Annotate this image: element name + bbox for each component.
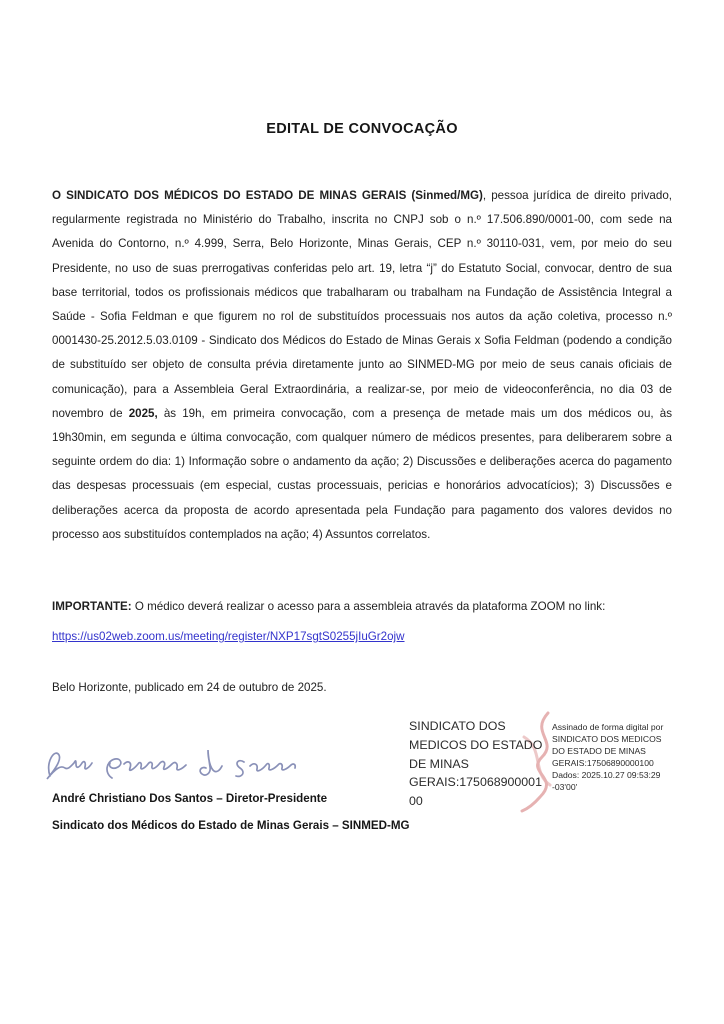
- stamp-subject-text: SINDICATO DOS MEDICOS DO ESTADO DE MINAS GERAIS:175068900001 00: [409, 719, 543, 809]
- signer-org-line: Sindicato dos Médicos do Estado de Minas Gerais – SINMED-MG: [52, 819, 410, 832]
- handwritten-signature: [40, 738, 308, 788]
- signer-name-line: André Christiano Dos Santos – Diretor-Presidente: [52, 792, 328, 805]
- importante-note: IMPORTANTE: O médico deverá realizar o acesso para a assembleia através da plataforma ZOOM no link:: [52, 600, 606, 613]
- document-title: EDITAL DE CONVOCAÇÃO: [266, 121, 458, 137]
- stamp-details-text: Assinado de forma digital por SINDICATO DOS MEDICOS DO ESTADO DE MINAS GERAIS:17506890000100 Dados: 2025.10.27 09:53:29 -03'00': [552, 722, 664, 792]
- body-paragraph: O SINDICATO DOS MÉDICOS DO ESTADO DE MINAS GERAIS (Sinmed/MG), pessoa jurídica de direito privado, regularmente registrada no Ministério do Trabalho, inscrita no CNPJ sob o n.º 17.506.890/0001-00, com sede na Avenida do Contorno, n.º 4.999, Serra, Belo Horizonte, Minas Gerais, CEP n.º 30110-031, vem, por meio do seu Presidente, no uso de suas prerrogativas conferidas pelo art. 19, letra “j” do Estatuto Social, convocar, dentro de sua base territorial, todos os profissionais médicos que trabalharam ou trabalham na Fundação de Assistência Integral a Saúde - Sofia Feldman e que figurem no rol de substituídos processuais nos autos da ação coletiva, processo n.º 0001430-25.2012.5.03.0109 - Sindicato dos Médicos do Estado de Minas Gerais x Sofia Feldman (podendo a condição de substituído ser objeto de consulta prévia diretamente junto ao SINMED-MG por meio de seus canais oficiais de comunicação), para a Assembleia Geral Extraordinária, a realizar-se, por meio de videoconferência, no dia 03 de novembro de 2025, às 19h, em primeira convocação, com a presença de metade mais um dos médicos ou, às 19h30min, em segunda e última convocação, com qualquer número de médicos presentes, para deliberarem sobre a seguinte ordem do dia: 1) Informação sobre o andamento da ação; 2) Discussões e deliberações acerca do pagamento das despesas processuais (em especial, custas processuais, pericias e honorários advocatícios); 3) Discussões e deliberações acerca da proposta de acordo apresentada pela Fundação para pagamento dos valores devidos no processo aos substituídos contemplados na ação; 4) Assuntos correlatos.: [52, 189, 672, 541]
- publication-date-line: Belo Horizonte, publicado em 24 de outubro de 2025.: [52, 681, 327, 694]
- zoom-meeting-link[interactable]: https://us02web.zoom.us/meeting/register/NXP17sgtS0255jIuGr2ojw: [52, 630, 405, 643]
